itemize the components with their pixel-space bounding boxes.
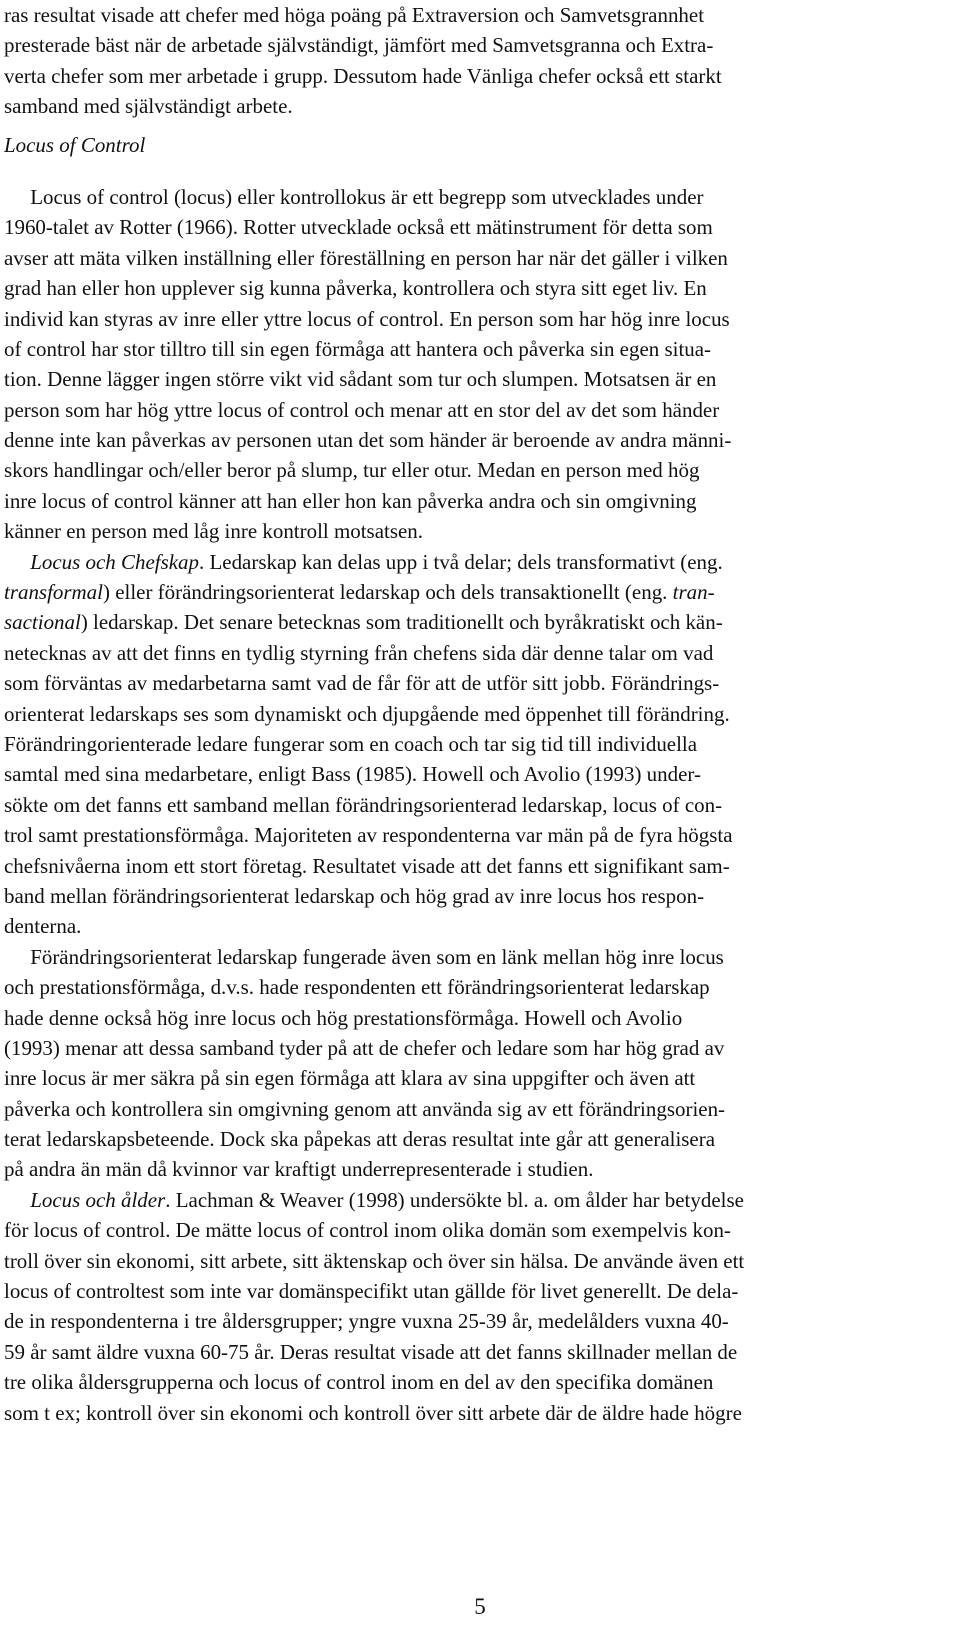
text-line: tre olika åldersgrupperna och locus of control inom en del av den specifika domänen	[4, 1370, 714, 1395]
text-line	[4, 607, 954, 637]
text-line: 59 år samt äldre vuxna 60-75 år. Deras resultat visade att det fanns skillnader mellan de	[4, 1339, 738, 1364]
term-transactional-start: tran-	[672, 580, 715, 605]
locus-paragraph	[4, 182, 956, 547]
chefskap-paragraph	[4, 547, 956, 942]
text-span: ) eller förändringsorienterat ledarskap och dels transaktionellt (eng.	[102, 580, 673, 605]
text-line	[4, 577, 954, 607]
text-line: inre locus of control känner att han eller hon kan påverka andra och sin omgivning	[4, 488, 697, 513]
text-line: denterna.	[4, 914, 82, 939]
text-span: . Lachman & Weaver (1998) undersökte bl. a. om ålder har betydelse	[165, 1187, 744, 1212]
text-line: inre locus är mer säkra på sin egen förmåga att klara av sina uppgifter och även att	[4, 1066, 696, 1091]
subheading-chefskap: Locus och Chefskap	[30, 549, 199, 574]
text-span: . Ledarskap kan delas upp i två delar; dels transformativt (eng.	[198, 549, 723, 574]
section-heading	[4, 130, 954, 160]
text-line: känner en person med låg inre kontroll motsatsen.	[4, 519, 424, 544]
alder-paragraph	[4, 1185, 956, 1428]
document-page	[4, 0, 956, 1428]
text-line: chefsnivåerna inom ett stort företag. Resultatet visade att det fanns ett signifikant sam-	[4, 853, 730, 878]
text-line: terat ledarskapsbeteende. Dock ska påpekas att deras resultat inte går att generalisera	[4, 1127, 716, 1152]
text-line: för locus of control. De mätte locus of control inom olika domän som exempelvis kon-	[4, 1218, 731, 1243]
text-line: (1993) menar att dessa samband tyder på att de chefer och ledare som har hög grad av	[4, 1035, 725, 1060]
page-number: 5	[474, 1594, 486, 1619]
text-span: ) ledarskap. Det senare betecknas som traditionellt och byråkratiskt och kän-	[80, 610, 723, 635]
text-line: ras resultat visade att chefer med höga poäng på Extraversion och Samvetsgrannhet	[4, 3, 705, 27]
text-line: hade denne också hög inre locus och hög prestationsförmåga. Howell och Avolio	[4, 1005, 683, 1030]
text-line: påverka och kontrollera sin omgivning genom att använda sig av ett förändringsorien-	[4, 1096, 726, 1121]
text-line: netecknas av att det finns en tydlig styrning från chefens sida där denne talar om vad	[4, 640, 714, 665]
text-line: presterade bäst när de arbetade självständigt, jämfört med Samvetsgranna och Extra-	[4, 33, 714, 58]
text-line: de in respondenterna i tre åldersgrupper; yngre vuxna 25-39 år, medelålders vuxna 40-	[4, 1309, 729, 1334]
text-line: band mellan förändringsorienterat ledarskap och hög grad av inre locus hos respon-	[4, 883, 705, 908]
intro-paragraph	[4, 0, 956, 122]
text-line: individ kan styras av inre eller yttre locus of control. En person som har hög inre locus	[4, 306, 730, 331]
text-line: samtal med sina medarbetare, enligt Bass (1985). Howell och Avolio (1993) under-	[4, 762, 701, 787]
term-transformal: transformal	[4, 580, 103, 605]
text-line	[4, 547, 954, 577]
text-line: locus of controltest som inte var domänspecifikt utan gällde för livet generellt. De dela-	[4, 1279, 739, 1304]
text-line: på andra än män då kvinnor var kraftigt underrepresenterade i studien.	[4, 1157, 594, 1182]
text-line: skors handlingar och/eller beror på slump, tur eller otur. Medan en person med hög	[4, 458, 700, 483]
text-line: som förväntas av medarbetarna samt vad de får för att de utför sitt jobb. Förändrings-	[4, 671, 720, 696]
text-line: Förändringsorienterat ledarskap fungerade även som en länk mellan hög inre locus	[4, 944, 724, 969]
text-line: verta chefer som mer arbetade i grupp. Dessutom hade Vänliga chefer också ett starkt	[4, 63, 722, 88]
section-heading-text: Locus of Control	[4, 132, 146, 157]
term-transactional-end: sactional	[4, 610, 81, 635]
text-line: orienterat ledarskaps ses som dynamiskt och djupgående med öppenhet till förändring.	[4, 701, 730, 726]
text-line: troll över sin ekonomi, sitt arbete, sitt äktenskap och över sin hälsa. De använde även ett	[4, 1248, 745, 1273]
text-line: grad han eller hon upplever sig kunna påverka, kontrollera och styra sitt eget liv. En	[4, 276, 707, 301]
text-line: sökte om det fanns ett samband mellan förändringsorienterad ledarskap, locus of con-	[4, 792, 723, 817]
text-line: som t ex; kontroll över sin ekonomi och kontroll över sitt arbete där de äldre hade högre	[4, 1400, 742, 1425]
text-line: of control har stor tilltro till sin egen förmåga att hantera och påverka sin egen situa-	[4, 336, 712, 361]
text-line: 1960-talet av Rotter (1966). Rotter utvecklade också ett mätinstrument för detta som	[4, 215, 713, 240]
text-line: och prestationsförmåga, d.v.s. hade respondenten ett förändringsorienterat ledarskap	[4, 975, 710, 1000]
subheading-alder: Locus och ålder	[30, 1187, 166, 1212]
text-line	[4, 1185, 954, 1215]
text-line: tion. Denne lägger ingen större vikt vid sådant som tur och slumpen. Motsatsen är en	[4, 367, 717, 392]
link-paragraph	[4, 942, 956, 1185]
text-line: Förändringorienterade ledare fungerar som en coach och tar sig tid till individuella	[4, 731, 698, 756]
text-line: denne inte kan påverkas av personen utan det som händer är beroende av andra männi-	[4, 428, 732, 453]
text-line: trol samt prestationsförmåga. Majoriteten av respondenterna var män på de fyra högsta	[4, 823, 733, 848]
text-line: person som har hög yttre locus of control och menar att en stor del av det som händer	[4, 397, 720, 422]
text-line: samband med självständigt arbete.	[4, 94, 293, 119]
text-line: avser att mäta vilken inställning eller föreställning en person har när det gäller i vilken	[4, 245, 728, 270]
text-line: Locus of control (locus) eller kontrollokus är ett begrepp som utvecklades under	[4, 184, 704, 209]
